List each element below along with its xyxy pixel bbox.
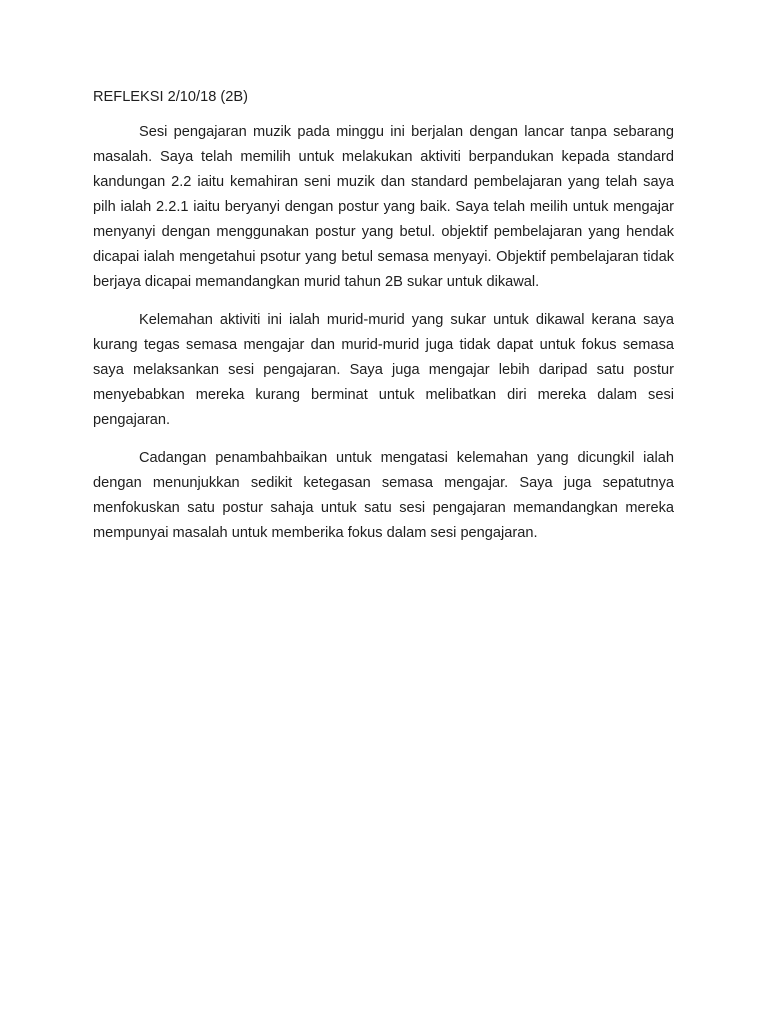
- paragraph-1: Sesi pengajaran muzik pada minggu ini berjalan dengan lancar tanpa sebarang masalah. Saya telah memilih untuk melakukan aktiviti berpandukan kepada standard kandungan 2.2 iaitu kemahiran seni muzik dan standard pembelajaran yang telah saya pilh ialah 2.2.1 iaitu beryanyi dengan postur yang baik. Saya telah meilih untuk mengajar menyanyi dengan menggunakan postur yang betul. objektif pembelajaran yang hendak dicapai ialah mengetahui psotur yang betul semasa menyayi. Objektif pembelajaran tidak berjaya dicapai memandangkan murid tahun 2B sukar untuk dikawal.: [93, 124, 674, 290]
- document-body: [93, 120, 674, 559]
- paragraph-3: Cadangan penambahbaikan untuk mengatasi kelemahan yang dicungkil ialah dengan menunjukkan sedikit ketegasan semasa mengajar. Saya juga sepatutnya menfokuskan satu postur sahaja untuk satu sesi pengajaran memandangkan mereka mempunyai masalah untuk memberika fokus dalam sesi pengajaran.: [93, 450, 674, 541]
- paragraph-2: Kelemahan aktiviti ini ialah murid-murid yang sukar untuk dikawal kerana saya kurang tegas semasa mengajar dan murid-murid juga tidak dapat untuk fokus semasa saya melaksankan sesi pengajaran. Saya juga mengajar lebih daripad satu postur menyebabkan mereka kurang berminat untuk melibatkan diri mereka dalam sesi pengajaran.: [93, 312, 674, 428]
- document-title: REFLEKSI 2/10/18 (2B): [93, 89, 248, 105]
